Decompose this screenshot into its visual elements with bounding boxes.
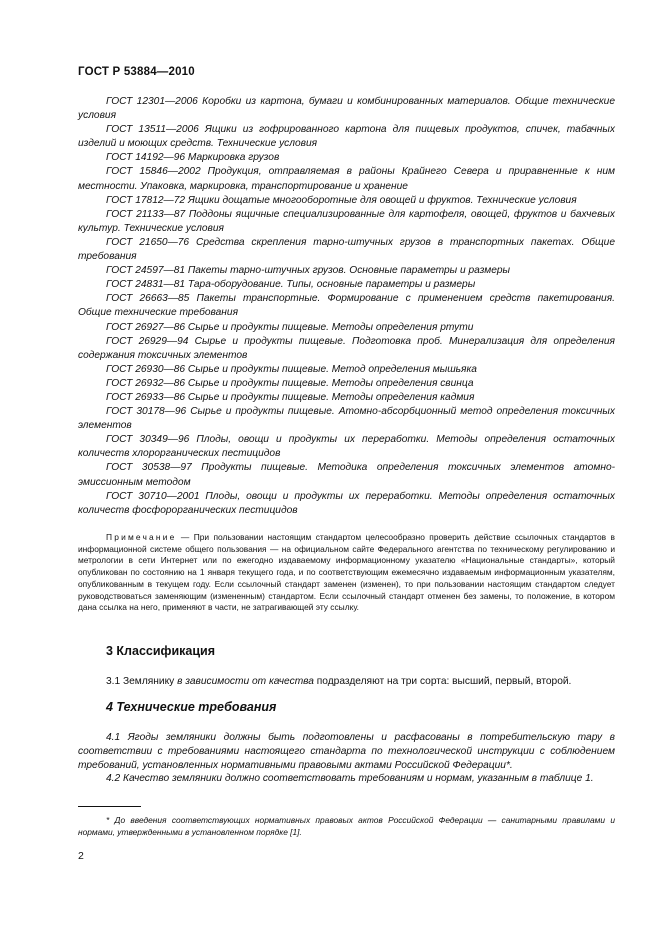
footnote: * До введения соответствующих нормативных правовых актов Российской Федерации — санитарными правилами и нормами, утвержденными в установленном порядке [1]. <box>78 815 615 837</box>
reference-item: ГОСТ 24831—81 Тара-оборудование. Типы, основные параметры и размеры <box>106 279 476 291</box>
reference-item: ГОСТ 30178—96 Сырье и продукты пищевые. Атомно-абсорбционный метод определения токсичных элементов <box>78 406 615 432</box>
reference-item: ГОСТ 26933—86 Сырье и продукты пищевые. Методы определения кадмия <box>106 391 475 403</box>
section-4-paragraph-2: 4.2 Качество земляники должно соответствовать требованиям и нормам, указанным в таблице 1. <box>106 773 594 784</box>
page-number: 2 <box>78 850 84 862</box>
section-4-paragraph-1: 4.1 Ягоды земляники должны быть подготовлены и расфасованы в потребительскую тару в соответствии с требованиями настоящего стандарта по технологической инструкции с соблюдением требований, установленных нормативными правовыми актами Российской Федерации*. <box>78 732 615 771</box>
reference-item: ГОСТ 14192—96 Маркировка грузов <box>106 152 280 164</box>
reference-item: ГОСТ 17812—72 Ящики дощатые многооборотные для овощей и фруктов. Технические условия <box>106 194 577 206</box>
reference-item: ГОСТ 30538—97 Продукты пищевые. Методика определения токсичных элементов атомно-эмиссионным методом <box>78 462 615 488</box>
section-3-paragraph <box>78 675 615 689</box>
reference-item: ГОСТ 21650—76 Средства скрепления тарно-штучных грузов в транспортных пакетах. Общие требования <box>78 236 615 263</box>
section-3-heading: 3 Классификация <box>106 644 216 658</box>
section-4-heading: 4 Технические требования <box>106 700 277 714</box>
reference-item: ГОСТ 26929—94 Сырье и продукты пищевые. Подготовка проб. Минерализация для определения содержания токсичных элементов <box>78 335 615 361</box>
reference-item: ГОСТ 26663—85 Пакеты транспортные. Формирование с применением средств пакетирования. Общие технические требования <box>78 293 615 319</box>
note-text: — При пользовании настоящим стандартом целесообразно проверить действие ссылочных стандартов в информационной системе общего пользования — на официальном сайте Федерального агентства по техническому регулированию и метрологии в сети Интернет или по ежегодно издаваемому информационному указателю «Национальные стандарты», который опубликован по состоянию на 1 января текущего года, и по соответствующим ежемесячно издаваемым информационным указателям, опубликованным в текущем году. Если ссылочный стандарт заменен (изменен), то при пользовании настоящим стандартом следует руководствоваться заменяющим (измененным) стандартом. Если ссылочный стандарт отменен без замены, то положение, в котором дана ссылка на него, применяют в части, не затрагивающей эту ссылку. <box>78 532 615 613</box>
reference-item: ГОСТ 13511—2006 Ящики из гофрированного картона для пищевых продуктов, спичек, табачных изделий и моющих средств. Технические условия <box>78 124 615 150</box>
reference-item: ГОСТ 12301—2006 Коробки из картона, бумаги и комбинированных материалов. Общие технические условия <box>78 96 615 122</box>
section-3-text-end: подразделяют на три сорта: высший, первый, второй. <box>313 676 572 687</box>
document-header: ГОСТ Р 53884—2010 <box>78 66 195 78</box>
note-paragraph <box>78 532 615 614</box>
note-lead: Примечание <box>106 532 177 542</box>
reference-item: ГОСТ 26932—86 Сырье и продукты пищевые. Методы определения свинца <box>106 377 474 389</box>
section-3-text-start: 3.1 Землянику <box>106 676 178 687</box>
reference-item: ГОСТ 26930—86 Сырье и продукты пищевые. Метод определения мышьяка <box>106 363 477 375</box>
reference-item: ГОСТ 30349—96 Плоды, овощи и продукты их переработки. Методы определения остаточных количеств хлорорганических пестицидов <box>78 434 615 460</box>
reference-item: ГОСТ 24597—81 Пакеты тарно-штучных грузов. Основные параметры и размеры <box>106 265 511 277</box>
reference-item: ГОСТ 30710—2001 Плоды, овощи и продукты их переработки. Методы определения остаточных количеств фосфорорганических пестицидов <box>78 490 615 516</box>
reference-item: ГОСТ 26927—86 Сырье и продукты пищевые. Методы определения ртути <box>106 321 474 333</box>
reference-item: ГОСТ 21133—87 Поддоны ящичные специализированные для картофеля, овощей, фруктов и бахчевых культур. Технические условия <box>78 208 615 234</box>
reference-list <box>78 95 615 518</box>
section-3-text-italic: в зависимости от качества <box>177 676 314 687</box>
footnote-separator <box>78 806 141 807</box>
reference-item: ГОСТ 15846—2002 Продукция, отправляемая в районы Крайнего Севера и приравненные к ним местности. Упаковка, маркировка, транспортирование и хранение <box>78 166 615 192</box>
